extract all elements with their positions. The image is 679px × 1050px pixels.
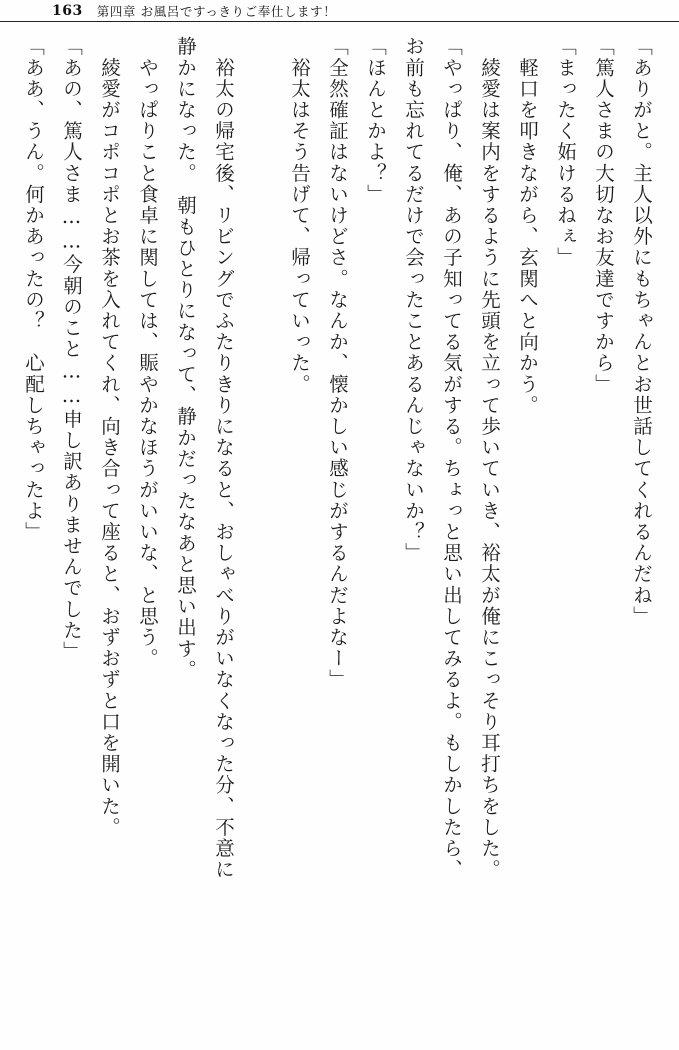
text-column: 軽口を叩きながら、玄関へと向かう。 <box>516 36 539 416</box>
text-column: 「篤人さまの大切なお友達ですから」 <box>592 36 615 395</box>
text-column: 「ああ、うん。何かあったの？ 心配しちゃったよ」 <box>22 36 45 543</box>
text-column: 「全然確証はないけどさ。なんか、懐かしい感じがするんだよなー」 <box>326 36 349 691</box>
text-column: 裕太はそう告げて、帰っていった。 <box>288 36 311 395</box>
text-column: 綾愛は案内をするように先頭を立って歩いていき、裕太が俺にこっそり耳打ちをした。 <box>478 36 501 880</box>
text-column: 静かになった。 朝もひとりになって、静かだったなあと思い出す。 <box>174 36 197 681</box>
vertical-text-body <box>22 36 653 1032</box>
text-column: 綾愛がコポコポとお茶を入れてくれ、向き合って座ると、おずおずと口を開いた。 <box>98 36 121 838</box>
text-column: お前も忘れてるだけで会ったことあるんじゃないか？」 <box>402 36 425 564</box>
text-column: 「ほんとかよ？」 <box>364 36 387 205</box>
page-header <box>0 0 679 22</box>
header-divider <box>0 21 679 22</box>
text-column: 「ありがと。主人以外にもちゃんとお世話してくれるんだね」 <box>630 36 653 627</box>
page-number: 163 <box>52 3 83 19</box>
chapter-title: 第四章 お風呂ですっきりご奉仕します！ <box>96 4 337 19</box>
text-column: 「まったく妬けるねぇ」 <box>554 36 577 269</box>
text-column: 「やっぱり、俺、あの子知ってる気がする。ちょっと思い出してみるよ。もしかしたら、 <box>440 36 463 880</box>
text-column: 裕太の帰宅後、リビングでふたりきりになると、おしゃべりがいなくなった分、不意に <box>212 36 235 880</box>
text-column: やっぱりこと食卓に関しては、賑やかなほうがいいな、と思う。 <box>136 36 159 669</box>
text-column: 「あの、篤人さま……今朝のこと……申し訳ありませんでした」 <box>60 36 83 662</box>
text-column-blank <box>233 36 271 1032</box>
